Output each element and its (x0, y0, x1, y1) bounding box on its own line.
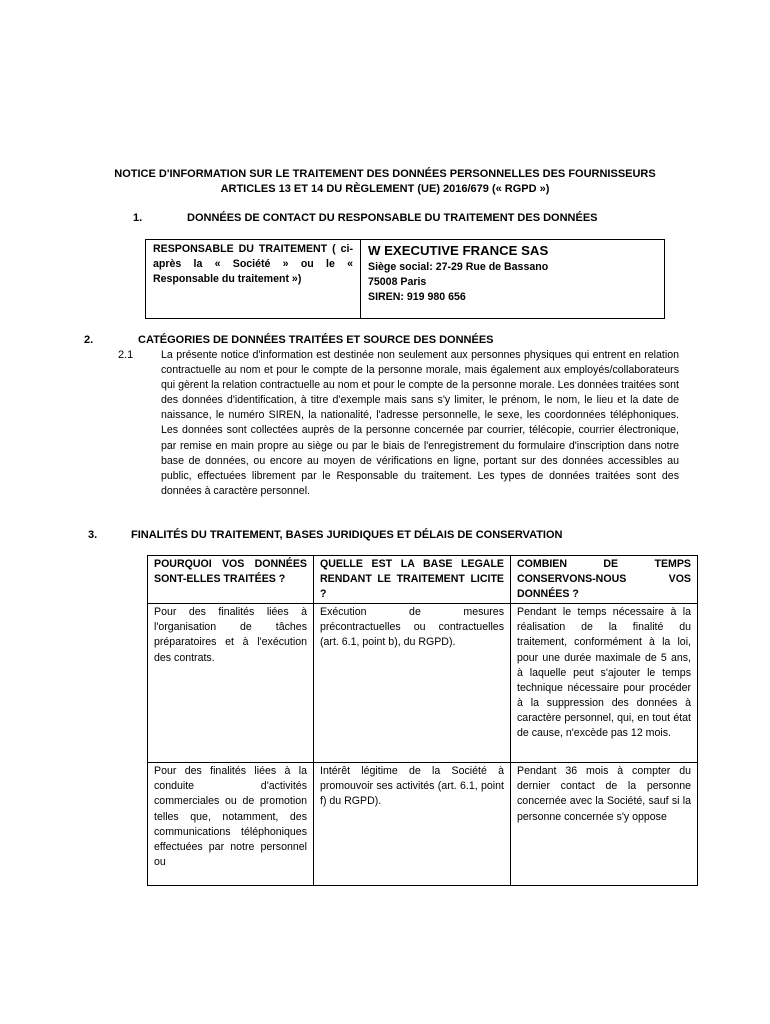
row-1-purpose: Pour des finalités liées à l'organisation de tâches préparatoires et à l'exécution des contrats. (148, 604, 314, 763)
section-2-1-number: 2.1 (118, 349, 134, 361)
section-2-1-paragraph: La présente notice d'information est destinée non seulement aux personnes physiques qui entrent en relation contractuelle au nom et pour le compte de la personne morale, mais également aux employés/collaborateurs qui gèrent la relation contractuelle au nom et pour le compte de la personne morale. Les données traitées sont des données d'identification, à titre d'exemple mais sans s'y limiter, le prénom, le nom, le lieu et la date de naissance, le numéro SIREN, la nationalité, l'adresse personnelle, le sexe, les coordonnées téléphoniques. Les données sont collectées auprès de la personne concernée par courrier, télécopie, courrier électronique, par remise en main propre au siège ou par le biais de l'enregistrement du formulaire d'inscription dans notre base de données, ou encore au moyen de vérifications en ligne, portant sur des données accessibles au public, effectuées librement par le Responsable du traitement. Les types de données traitées sont des données à caractère personnel. (161, 349, 679, 497)
company-name: W EXECUTIVE FRANCE SAS (368, 243, 549, 258)
processing-table (147, 555, 698, 886)
controller-table (145, 239, 665, 319)
row-1-retention: Pendant le temps nécessaire à la réalisation de la finalité du traitement, conformément à la loi, pour une durée maximale de 5 ans, à laquelle peut s'ajouter le temps technique nécessaire pour procéder à la suppression des données à caractère personnel, qui, en tout état de cause, n'excède pas 12 mois. (511, 604, 698, 763)
section-1-number: 1. (133, 212, 143, 224)
section-2-number: 2. (84, 334, 94, 346)
section-3-heading: FINALITÉS DU TRAITEMENT, BASES JURIDIQUES ET DÉLAIS DE CONSERVATION (131, 529, 563, 541)
document-title-line-2: ARTICLES 13 ET 14 DU RÈGLEMENT (UE) 2016/679 (« RGPD ») (220, 183, 550, 195)
header-retention: COMBIEN DE TEMPS CONSERVONS-NOUS VOS DONNÉES ? (511, 556, 698, 604)
controller-details (361, 240, 665, 319)
header-legal-basis: QUELLE EST LA BASE LEGALE RENDANT LE TRAITEMENT LICITE ? (314, 556, 511, 604)
company-address-line-1: Siège social: 27-29 Rue de Bassano (368, 261, 549, 273)
row-2-retention: Pendant 36 mois à compter du dernier contact de la personne concernée avec la Société, sauf si la personne concernée s'y oppose (511, 763, 698, 886)
section-2-heading: CATÉGORIES DE DONNÉES TRAITÉES ET SOURCE DES DONNÉES (138, 334, 494, 346)
row-2-legal-basis: Intérêt légitime de la Société à promouvoir ses activités (art. 6.1, point f) du RGPD). (314, 763, 511, 886)
document-title-line-1: NOTICE D'INFORMATION SUR LE TRAITEMENT DES DONNÉES PERSONNELLES DES FOURNISSEURS (114, 168, 656, 180)
section-3-number: 3. (88, 529, 98, 541)
company-siren: SIREN: 919 980 656 (368, 291, 466, 303)
row-2-purpose-text: Pour des finalités liées à la conduite d'activités commerciales ou de promotion telles que, notamment, des communications téléphoniques effectuées par notre personnel ou (154, 765, 307, 868)
company-address-line-2: 75008 Paris (368, 276, 427, 288)
table-row (148, 604, 698, 763)
row-1-legal-basis: Exécution de mesures précontractuelles ou contractuelles (art. 6.1, point b), du RGPD). (314, 604, 511, 763)
row-2-purpose (148, 763, 314, 886)
section-1-heading: DONNÉES DE CONTACT DU RESPONSABLE DU TRAITEMENT DES DONNÉES (187, 212, 598, 224)
controller-label: RESPONSABLE DU TRAITEMENT ( ci-après la « Société » ou le « Responsable du traitement ») (146, 240, 361, 319)
header-purpose: POURQUOI VOS DONNÉES SONT-ELLES TRAITÉES ? (148, 556, 314, 604)
table-row (148, 763, 698, 886)
